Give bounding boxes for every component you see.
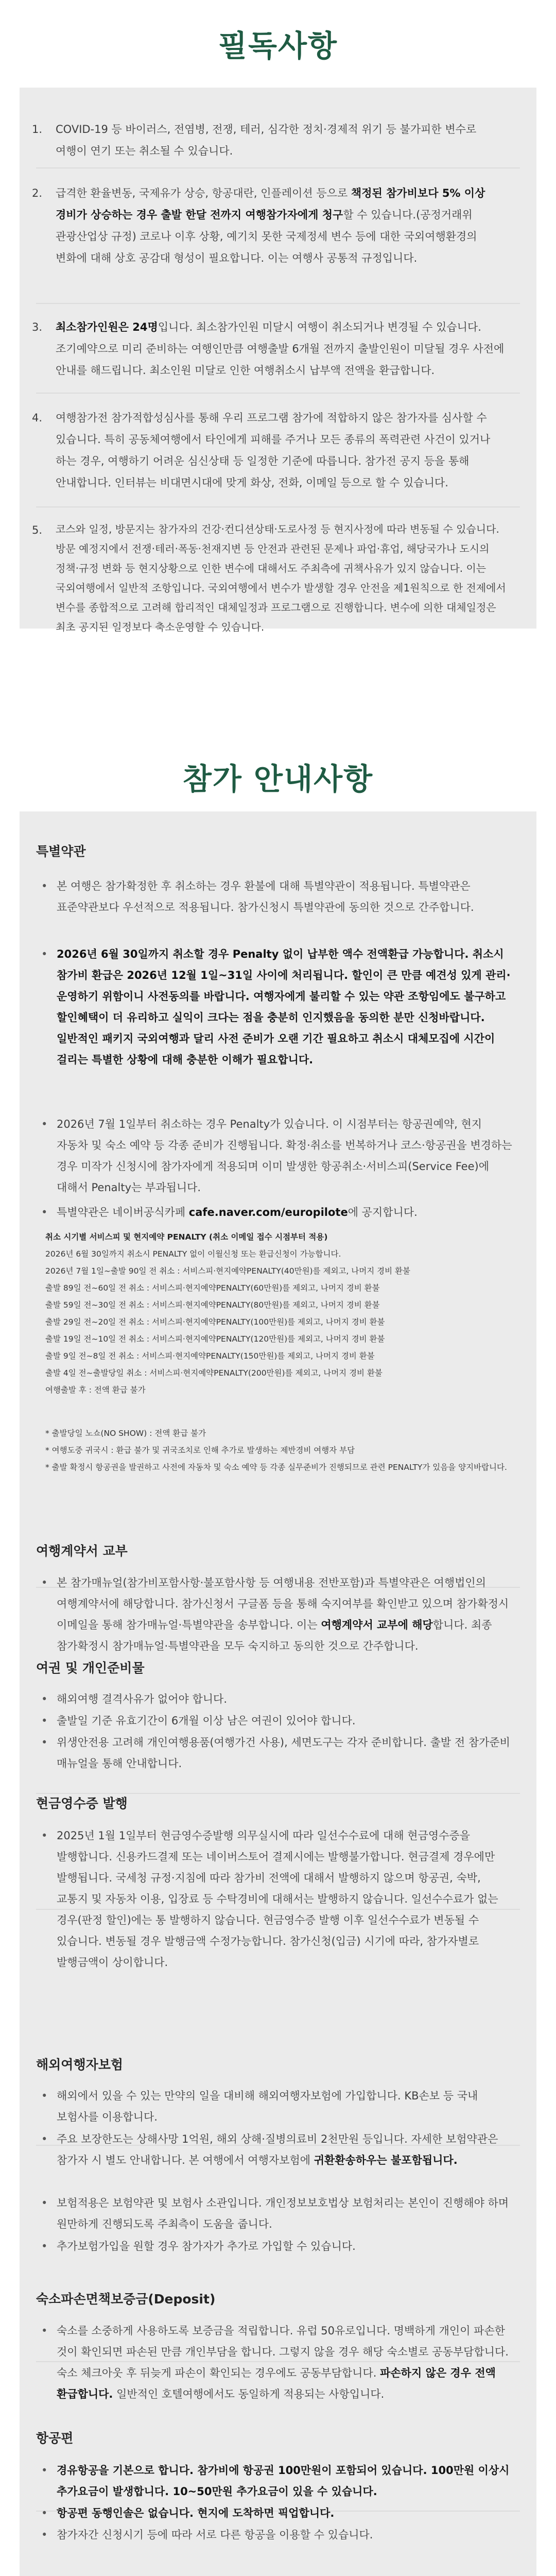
penalty-note: * 여행도중 귀국시 : 환급 불가 및 귀국조치로 인해 추가로 발생하는 제반경비 여행자 부담 (45, 1446, 355, 1455)
body-text: 해외여행 결격사유가 없어야 합니다. (57, 1693, 227, 1705)
notice-item-number: 3. (32, 321, 43, 333)
emphasis-text: 최소참가인원은 24명 (56, 321, 158, 333)
special-terms-heading: 특별약관 (36, 844, 86, 859)
body-text: 입니다. 최소참가인원 미달시 여행이 취소되거나 변경될 수 있습니다. 조기예약으로 미리 준비하는 여행인만큼 여행출발 6개월 전까지 출발인원이 미달될 경우 사전에 안내를 해드립니다. 최소인원 미달로 인한 여행취소시 납부액 전액을 환급합니다. (56, 321, 505, 377)
bullet-dot: • (41, 880, 48, 892)
passport-bullet (41, 1710, 515, 1732)
body-text: 참가자간 신청시기 등에 따라 서로 다른 항공을 이용할 수 있습니다. (57, 2529, 373, 2541)
insurance-bullet (41, 2129, 515, 2171)
notice-item-number: 1. (32, 123, 43, 135)
notice-item-number: 4. (32, 412, 43, 424)
flight-bullet (41, 2503, 515, 2524)
passport-bullet (41, 1732, 515, 1774)
notice-title: 필독사항 (218, 28, 338, 63)
bullet-dot: • (41, 1715, 48, 1727)
notice-item-text (56, 316, 505, 381)
bullet-dot: • (41, 1118, 48, 1130)
body-text: 코스와 일정, 방문지는 참가자의 건강·컨디션상태·도로사정 등 현지사정에 따라 변동될 수 있습니다. 방문 예정지에서 전쟁·테러·폭동·천재지변 등 안전과 관련된 문제나 파업·휴업, 해당국가나 도시의 정책·규정 변화 등 현지상황으로 인한 변수에 대해서도 주최측에 귀책사유가 있지 않습니다. 이는 국외여행에서 일반적 조항입니다. 국외여행에서 변수가 발생할 경우 안전을 제1원칙으로 한 전제에서 변수를 종합적으로 고려해 합리적인 대체일정과 프로그램으로 진행합니다. 변수에 의한 대체일정은 최초 공지된 일정보다 축소운영할 수 있습니다. (56, 523, 506, 633)
special-terms-bullet (41, 1202, 515, 1223)
insurance-bullet (41, 2086, 515, 2128)
body-text: 일반적인 호텔여행에서도 동일하게 적용되는 사항입니다. (113, 2388, 385, 2400)
deposit-bullet (41, 2320, 515, 2405)
penalty-note: * 출발 확정시 항공권을 발권하고 사전에 자동차 및 숙소 예약 등 각종 실무준비가 진행되므로 관련 PENALTY가 있음을 양지바랍니다. (45, 1463, 507, 1472)
penalty-line: 출발 89일 전~60일 전 취소 : 서비스피·현지예약PENALTY(60만원)를 제외고, 나머지 경비 환불 (45, 1283, 380, 1293)
body-text: 2025년 1월 1일부터 현금영수증발행 의무실시에 따라 일선수수료에 대해 현금영수증을 발행합니다. 신용카드결제 또는 네이버스토어 결제시에는 발행불가합니다. 현금결제 경우에만 발행됩니다. 국세청 규정·지침에 따라 참가비 전액에 대해서 발행하지 않으며 항공권, 숙박, 교통지 및 자동차 이용, 입장료 등 수탁경비에 대해서는 발행하지 않습니다. 일선수수료가 없는 경우(판정 할인)에는 통 발행하지 않습니다. 현금영수증 발행 이후 일선수수료가 변동될 수 있습니다. 변동될 경우 발행금액 수정가능합니다. 참가신청(입금) 시기에 따라, 참가자별로 발행금액이 상이합니다. (57, 1829, 498, 1969)
special-terms-bullet (41, 876, 515, 918)
notice-item (32, 519, 509, 637)
receipt-bullet (41, 1825, 515, 1973)
body-text: 출발일 기준 유효기간이 6개월 이상 남은 여권이 있어야 합니다. (57, 1715, 356, 1727)
body-text: 에 공지합니다. (348, 1206, 418, 1218)
bullet-dot: • (41, 1577, 48, 1589)
body-text: 본 여행은 참가확정한 후 취소하는 경우 환불에 대해 특별약관이 적용됩니다. 특별약관은 표준약관보다 우선적으로 적용됩니다. 참가신청시 특별약관에 동의한 것으로 간주합니다. (57, 880, 474, 913)
bullet-dot: • (41, 2197, 48, 2209)
insurance-bullet (41, 2193, 515, 2235)
bullet-dot: • (41, 948, 48, 960)
body-text: 여행참가전 참가적합성심사를 통해 우리 프로그램 참가에 적합하지 않은 참가자를 심사할 수 있습니다. 특히 공동체여행에서 타인에게 피해를 주거나 모든 종류의 폭력관련 사건이 있거나 하는 경우, 여행하기 어려운 심신상태 등 일정한 기준에 따릅니다. 참가전 공지 등을 통해 안내합니다. 인터뷰는 비대면시대에 맞게 화상, 전화, 이메일 등으로 할 수 있습니다. (56, 412, 491, 489)
notice-item (32, 182, 505, 269)
body-text: 급격한 환율변동, 국제유가 상승, 항공대란, 인플레이션 등으로 (56, 187, 351, 199)
emphasis-text: 2026년 6월 30일까지 취소할 경우 Penalty 없이 납부한 액수 전액환급 가능합니다. 취소시 참가비 환급은 2026년 12월 1일~31일 사이에 처리됩니다. 할인이 큰 만큼 예견성 있게 관리·운영하기 위함이니 사전동의를 바랍니다. 여행자에게 불리할 수 있는 약관 조항임에도 불구하고 할인혜택이 더 유리하고 실익이 크다는 점을 충분히 인지했음을 동의한 분만 신청바랍니다. 일반적인 패키지 국외여행과 달리 사전 준비가 오랜 기간 필요하고 취소시 대체모집에 시간이 걸리는 특별한 상황에 대해 충분한 이해가 필요합니다. (57, 948, 511, 1066)
notice-item-text (56, 407, 505, 494)
penalty-table (45, 1229, 519, 1399)
body-text: 숙소를 소중하게 사용하도록 보증금을 적립합니다. 유럽 50유로입니다. 명백하게 개인이 파손한 것이 확인되면 파손된 만큼 개인부담을 합니다. 그렇지 않을 경우 해당 숙소별로 공동부담합니다. 숙소 체크아웃 후 뒤늦게 파손이 확인되는 경우에도 공동부담합니다. (57, 2325, 509, 2379)
emphasis-text: 파손하지 않은 경우 전액 환급합니다. (57, 2367, 496, 2400)
body-text: COVID-19 등 바이러스, 전염병, 전쟁, 테러, 심각한 정치·경제적 위기 등 불가피한 변수로 여행이 연기 또는 취소될 수 있습니다. (56, 123, 477, 157)
guide-title: 참가 안내사항 (182, 761, 374, 796)
notice-item-text (56, 182, 505, 269)
notice-item (32, 316, 505, 381)
divider (36, 1793, 520, 1794)
penalty-line: 출발 4일 전~출발당일 취소 : 서비스피·현지예약PENALTY(200만원)를 제외고, 나머지 경비 환불 (45, 1368, 383, 1378)
bullet-dot: • (41, 2529, 48, 2541)
deposit-heading: 숙소파손면책보증금(Deposit) (36, 2292, 216, 2307)
body-text: 특별약관은 네이버공식카페 (57, 1206, 189, 1218)
bullet-dot: • (41, 2133, 48, 2145)
insurance-heading: 해외여행자보험 (36, 2057, 124, 2072)
bullet-dot: • (41, 2325, 48, 2337)
emphasis-text: 여행계약서 교부에 해당 (321, 1619, 433, 1631)
penalty-line: 출발 59일 전~30일 전 취소 : 서비스피·현지예약PENALTY(80만원)를 제외고, 나머지 경비 환불 (45, 1300, 380, 1310)
notice-item-number: 2. (32, 187, 43, 199)
penalty-line: 여행출발 후 : 전액 환급 불가 (45, 1385, 146, 1395)
body-text: 본 참가매뉴얼(참가비포함사항·불포함사항 등 여행내용 전반포함)과 특별약관은 여행법인의 여행계약서에 해당합니다. 참가신청서 구글폼 등을 통해 숙지여부를 확인받고 있으며 참가확정시 이메일을 통해 참가매뉴얼·특별약관을 송부합니다. 이는 (57, 1577, 509, 1631)
bullet-dot: • (41, 2464, 48, 2477)
bullet-dot: • (41, 2507, 48, 2519)
body-text: 합니다. 최종 참가확정시 참가매뉴얼·특별약관을 모두 숙지하고 동의한 것으로 간주합니다. (57, 1619, 492, 1652)
divider (36, 393, 520, 394)
bullet-dot: • (41, 1829, 48, 1842)
bullet-dot: • (41, 1736, 48, 1749)
divider (36, 167, 520, 168)
notice-item-text (56, 118, 505, 162)
bullet-dot: • (41, 2240, 48, 2252)
body-text: 해외에서 있을 수 있는 만약의 일을 대비해 해외여행자보험에 가입합니다. KB손보 등 국내 보험사를 이용합니다. (57, 2090, 478, 2123)
emphasis-text: 항공편 동행인솔은 없습니다. 현지에 도착하면 픽업합니다. (57, 2507, 335, 2519)
penalty-line: 출발 19일 전~10일 전 취소 : 서비스피·현지예약PENALTY(120만원)를 제외고, 나머지 경비 환불 (45, 1334, 385, 1344)
bullet-dot: • (41, 2090, 48, 2102)
body-text: 위생안전용 고려해 개인여행용품(여행가건 사용), 세면도구는 각자 준비합니다. 출발 전 참가준비 매뉴얼을 통해 안내합니다. (57, 1736, 510, 1770)
notice-item (32, 118, 505, 162)
penalty-line: 출발 9일 전~8일 전 취소 : 서비스피·현지예약PENALTY(150만원)를 제외고, 나머지 경비 환불 (45, 1351, 375, 1361)
penalty-line: 2026년 6월 30일까지 취소시 PENALTY 없이 이월신청 또는 환급신청이 가능합니다. (45, 1249, 341, 1259)
passport-bullet (41, 1689, 515, 1710)
penalty-line: 2026년 7월 1일~출발 90일 전 취소 : 서비스피·현지예약PENALTY(40만원)를 제외고, 나머지 경비 환불 (45, 1266, 410, 1276)
contract-bullet (41, 1572, 515, 1657)
bullet-dot: • (41, 1206, 48, 1218)
emphasis-text: 귀환환송하우는 불포함됩니다. (314, 2154, 458, 2166)
flight-bullet (41, 2460, 515, 2502)
penalty-line: 출발 29일 전~20일 전 취소 : 서비스피·현지예약PENALTY(100만원)를 제외고, 나머지 경비 환불 (45, 1317, 385, 1327)
passport-heading: 여권 및 개인준비물 (36, 1660, 145, 1675)
divider (36, 506, 520, 507)
body-text: 추가보험가입을 원할 경우 참가자가 추가로 가입할 수 있습니다. (57, 2240, 356, 2252)
penalty-note: * 출발당일 노쇼(NO SHOW) : 전액 환급 불가 (45, 1429, 206, 1438)
notice-item (32, 407, 505, 494)
insurance-bullet (41, 2236, 515, 2257)
special-terms-bullet (41, 1114, 515, 1198)
divider (36, 303, 520, 304)
penalty-notes (45, 1425, 519, 1476)
body-text: 2026년 7월 1일부터 취소하는 경우 Penalty가 있습니다. 이 시점부터는 항공권예약, 현지 자동차 및 숙소 예약 등 각종 준비가 진행됩니다. 확정·취소를 번복하거나 코스·항공권을 변경하는 경우 미작가 신청시에 참가자에게 적용되며 이미 발생한 항공취소·서비스피(Service Fee)에 대해서 Penalty는 부과됩니다. (57, 1118, 512, 1194)
notice-item-number: 5. (32, 524, 43, 536)
emphasis-text: 경유항공을 기본으로 합니다. 참가비에 항공권 100만원이 포함되어 있습니다. 100만원 이상시 추가요금이 발생합니다. 10~50만원 추가요금이 있을 수 있습니다. (57, 2464, 510, 2498)
body-text: 보험적용은 보험약관 및 보험사 소관입니다. 개인정보보호법상 보험처리는 본인이 진행해야 하며 원만하게 진행되도록 주최측이 도움을 줍니다. (57, 2197, 509, 2230)
emphasis-text: cafe.naver.com/europilote (188, 1206, 348, 1218)
body-text: 주요 보장한도는 상해사망 1억원, 해외 상해·질병의료비 2천만원 등입니다. 자세한 보험약관은 참가자 시 별도 안내합니다. 본 여행에서 여행자보험에 (57, 2133, 498, 2166)
flight-heading: 항공편 (36, 2431, 74, 2446)
bullet-dot: • (41, 1693, 48, 1705)
flight-bullet (41, 2524, 515, 2546)
receipt-heading: 현금영수증 발행 (36, 1796, 128, 1811)
body-text: 할 수 있습니다.(공정거래위 관광산업상 규정) 코로나 이후 상황, 예기치 못한 국제정세 변수 등에 대한 국외여행환경의 변화에 대해 상호 공감대 형성이 필요합니다. 이는 여행사 공통적 규정입니다. (56, 209, 477, 264)
penalty-table-title: 취소 시기별 서비스피 및 현지예약 PENALTY (취소 이메일 접수 시점부터 적용) (45, 1232, 328, 1242)
notice-item-text (56, 519, 509, 637)
special-terms-bullet (41, 944, 515, 1071)
contract-heading: 여행계약서 교부 (36, 1544, 128, 1558)
emphasis-text: 책정된 참가비보다 5% 이상 경비가 상승하는 경우 출발 한달 전까지 여행참가자에게 청구 (56, 187, 485, 221)
